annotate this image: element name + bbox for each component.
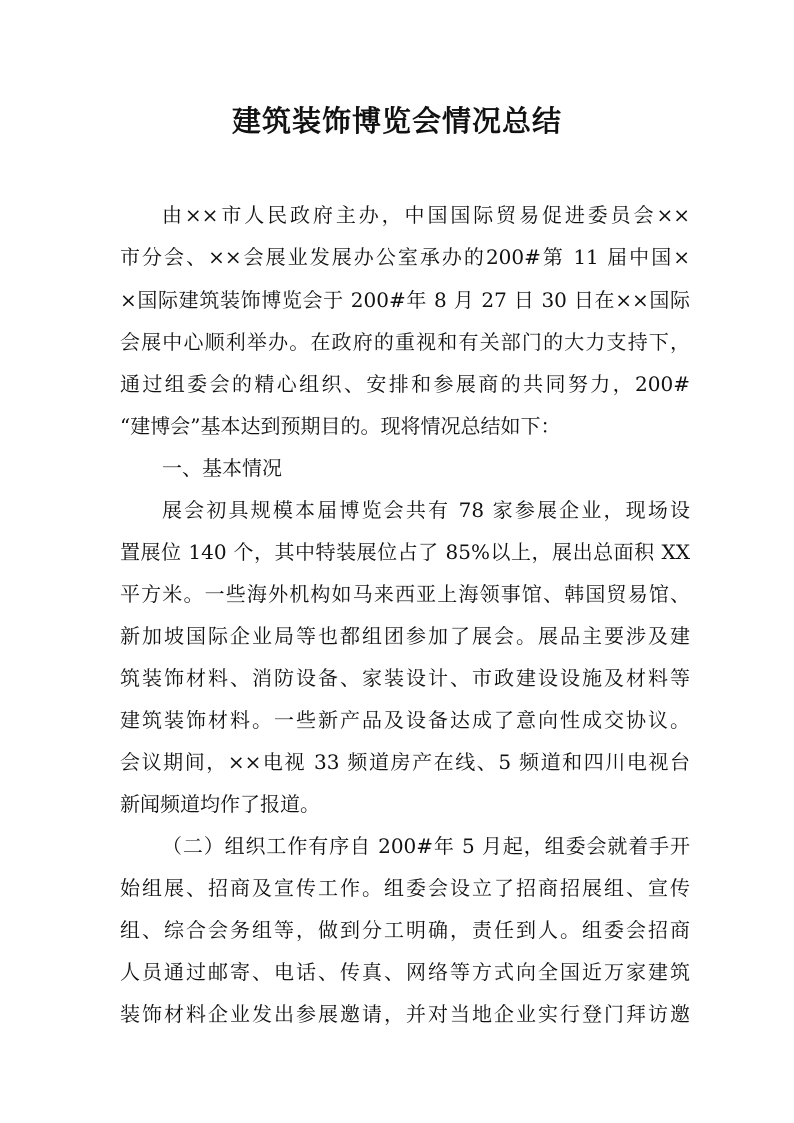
paragraph-line: 组、综合会务组等，做到分工明确，责任到人。组委会招商: [120, 918, 690, 942]
paragraph-line: 展会初具规模本届博览会共有 78 家参展企业，现场设: [162, 498, 690, 522]
paragraph-line: 会展中心顺利举办。在政府的重视和有关部门的大力支持下，: [120, 330, 690, 354]
paragraph-line: 新加坡国际企业局等也都组团参加了展会。展品主要涉及建: [120, 624, 690, 648]
paragraph-line: 建筑装饰材料。一些新产品及设备达成了意向性成交协议。: [120, 708, 690, 732]
paragraph-line: 人员通过邮寄、电话、传真、网络等方式向全国近万家建筑: [120, 960, 690, 984]
paragraph-line: （二）组织工作有序自 200#年 5 月起，组委会就着手开: [162, 834, 690, 858]
paragraph-line: 平方米。一些海外机构如马来西亚上海领事馆、韩国贸易馆、: [120, 582, 690, 606]
paragraph-line: 置展位 140 个，其中特装展位占了 85%以上，展出总面积 XX: [120, 540, 690, 564]
paragraph-line: “建博会”基本达到预期目的。现将情况总结如下：: [120, 414, 561, 438]
section-heading: 一、基本情况: [162, 456, 282, 480]
paragraph-line: 筑装饰材料、消防设备、家装设计、市政建设设施及材料等: [120, 666, 690, 690]
paragraph-line: 通过组委会的精心组织、安排和参展商的共同努力，200#: [120, 372, 690, 396]
document-title: 建筑装饰博览会情况总结: [231, 104, 562, 138]
paragraph-line: 会议期间，××电视 33 频道房产在线、5 频道和四川电视台: [120, 750, 690, 774]
paragraph-line: 新闻频道均作了报道。: [120, 792, 320, 816]
paragraph-line: ×国际建筑装饰博览会于 200#年 8 月 27 日 30 日在××国际: [120, 288, 690, 312]
paragraph-line: 装饰材料企业发出参展邀请，并对当地企业实行登门拜访邀: [120, 1002, 690, 1026]
paragraph-line: 由××市人民政府主办，中国国际贸易促进委员会××: [162, 203, 690, 227]
paragraph-line: 市分会、××会展业发展办公室承办的200#第 11 届中国×: [120, 245, 690, 269]
paragraph-line: 始组展、招商及宣传工作。组委会设立了招商招展组、宣传: [120, 876, 690, 900]
